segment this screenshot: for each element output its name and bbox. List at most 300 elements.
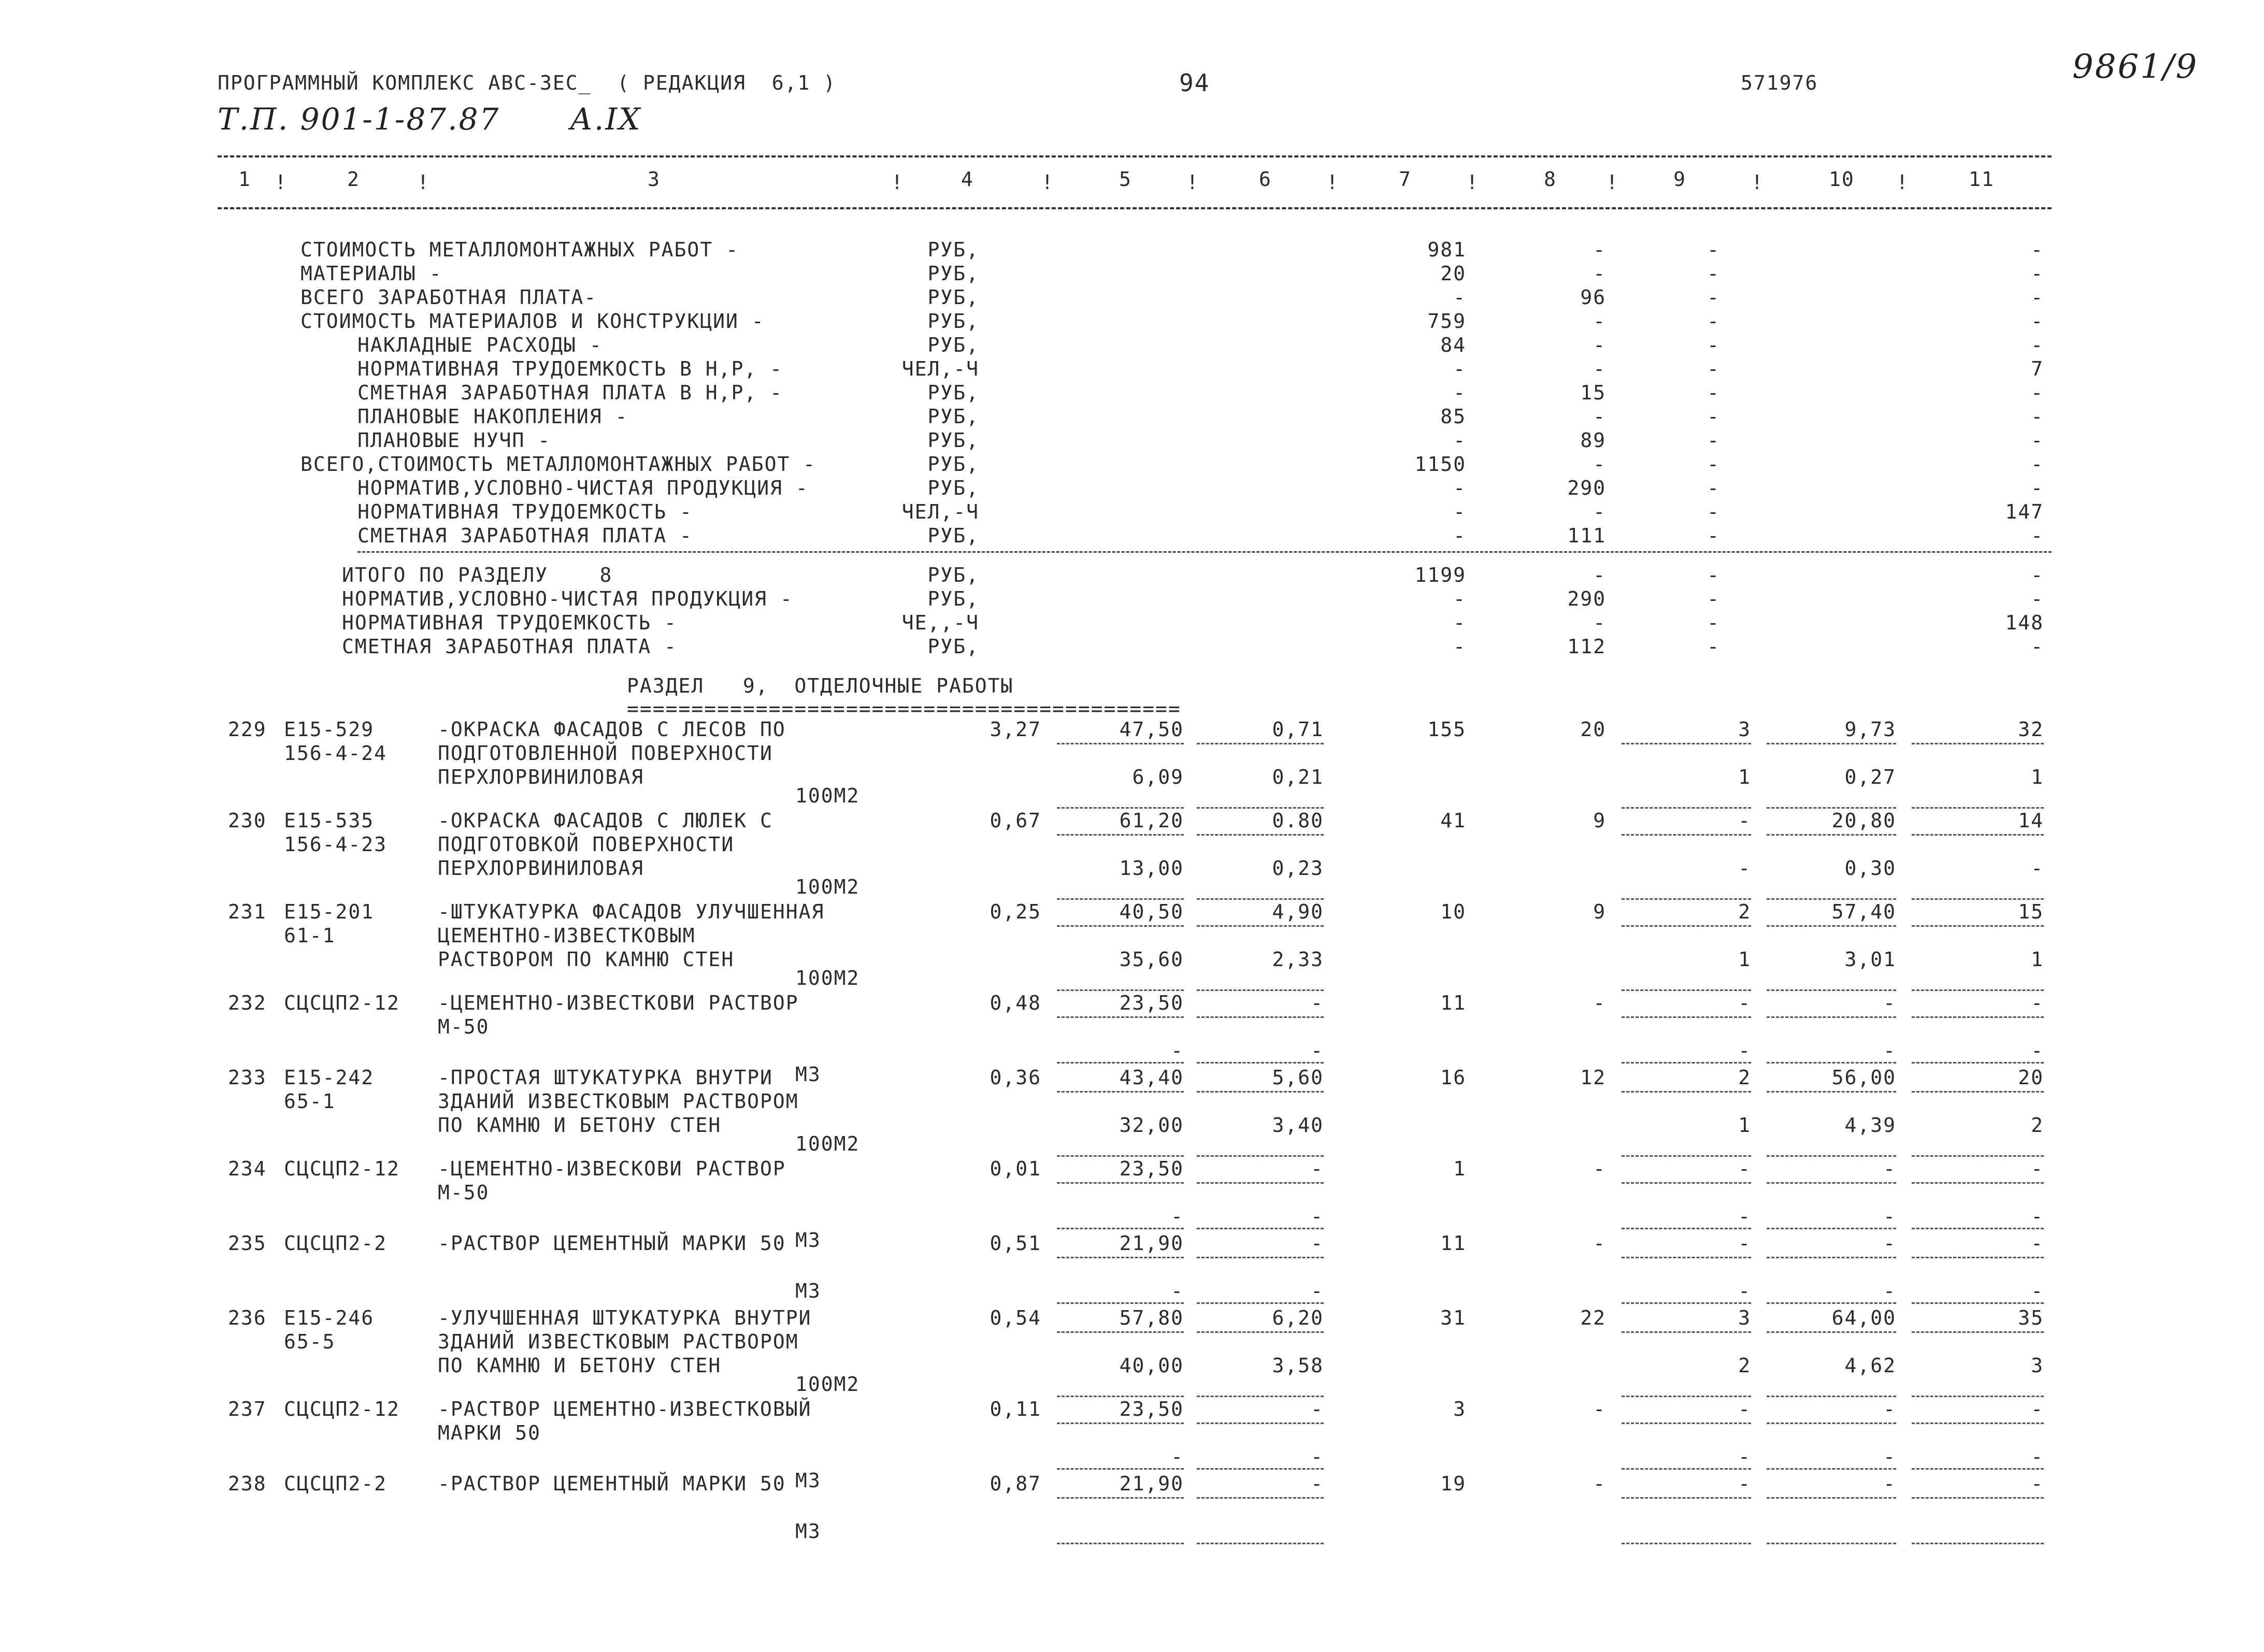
totals-label: НОРМАТИВ,УСЛОВНО-ЧИСТАЯ ПРОДУКЦИЯ -: [342, 587, 793, 610]
summary-col9: -: [1707, 286, 1720, 309]
totals-col9: -: [1707, 587, 1720, 610]
summary-label: ПЛАНОВЫЕ НАКОПЛЕНИЯ -: [357, 405, 628, 428]
column-number: 10: [1829, 168, 1855, 191]
summary-unit: РУБ,: [927, 477, 979, 499]
item-col11-sub: 1: [2031, 766, 2044, 788]
item-description: -РАСТВОР ЦЕМЕНТНЫЙ МАРКИ 50: [438, 1232, 786, 1255]
item-col5: 23,50: [1119, 992, 1184, 1014]
item-code: 65-5: [284, 1330, 336, 1353]
summary-col7: -: [1453, 286, 1466, 309]
summary-col8: 290: [1567, 477, 1606, 499]
summary-label: СТОИМОСТЬ МАТЕРИАЛОВ И КОНСТРУКЦИИ -: [300, 310, 765, 333]
cell-divider: [1622, 1468, 1751, 1470]
cell-divider: [1057, 1543, 1184, 1544]
summary-col11: -: [2031, 286, 2044, 309]
item-number: 232: [228, 992, 267, 1014]
item-col9-sub: -: [1738, 1039, 1751, 1062]
cell-divider: [1622, 1543, 1751, 1544]
summary-col7: -: [1453, 357, 1466, 380]
cell-divider: [1622, 898, 1751, 900]
item-unit: 100М2: [795, 1132, 860, 1155]
summary-col7: -: [1453, 429, 1466, 452]
item-col6: 5,60: [1272, 1066, 1324, 1089]
item-col6: -: [1311, 1398, 1324, 1420]
cell-divider: [1057, 1423, 1184, 1424]
cell-divider: [1767, 1468, 1896, 1470]
summary-unit: РУБ,: [927, 286, 979, 309]
cell-divider: [1912, 1497, 2044, 1499]
item-col7: 155: [1427, 718, 1466, 741]
item-col5: 21,90: [1119, 1472, 1184, 1495]
cell-divider: [1197, 1062, 1324, 1064]
cell-divider: [1057, 989, 1184, 991]
item-col9-sub: 1: [1738, 948, 1751, 971]
item-number: 233: [228, 1066, 267, 1089]
cell-divider: [1767, 925, 1896, 927]
cell-divider: [1622, 1182, 1751, 1184]
summary-col11: -: [2031, 405, 2044, 428]
item-col11-sub: -: [2031, 1445, 2044, 1468]
cell-divider: [1197, 1468, 1324, 1470]
totals-label: НОРМАТИВНАЯ ТРУДОЕМКОСТЬ -: [342, 611, 677, 634]
totals-unit: РУБ,: [927, 635, 979, 658]
summary-label: МАТЕРИАЛЫ -: [300, 262, 442, 285]
item-col7: 3: [1453, 1398, 1466, 1420]
cell-divider: [1197, 925, 1324, 927]
item-col5: 40,50: [1119, 900, 1184, 923]
item-col10-sub: 4,62: [1844, 1354, 1896, 1377]
cell-divider: [1057, 743, 1184, 744]
cell-divider: [1057, 1302, 1184, 1304]
item-unit: М3: [795, 1469, 821, 1492]
cell-divider: [1622, 1228, 1751, 1229]
item-col9: 2: [1738, 900, 1751, 923]
cell-divider: [1912, 1182, 2044, 1184]
cell-divider: [1767, 898, 1896, 900]
cell-divider: [1767, 1543, 1896, 1544]
item-col10: -: [1883, 992, 1896, 1014]
item-description: ПОДГОТОВКОЙ ПОВЕРХНОСТИ: [438, 833, 735, 856]
item-quantity: 0,54: [990, 1306, 1041, 1329]
item-unit: М3: [795, 1063, 821, 1086]
cell-divider: [1622, 834, 1751, 836]
cell-divider: [1197, 834, 1324, 836]
cell-divider: [1057, 1228, 1184, 1229]
item-col6: 0.80: [1272, 809, 1324, 832]
cell-divider: [1767, 807, 1896, 809]
summary-label: НОРМАТИВ,УСЛОВНО-ЧИСТАЯ ПРОДУКЦИЯ -: [357, 477, 809, 499]
item-code: СЦСЦП2-12: [284, 1398, 400, 1420]
item-col9-sub: -: [1738, 1445, 1751, 1468]
item-col10: -: [1883, 1472, 1896, 1495]
cell-divider: [1767, 1302, 1896, 1304]
summary-col11: -: [2031, 524, 2044, 547]
item-description: МАРКИ 50: [438, 1421, 541, 1444]
item-code: СЦСЦП2-12: [284, 992, 400, 1014]
item-col6: -: [1311, 1157, 1324, 1180]
summary-col11: 147: [2005, 500, 2044, 523]
item-description: ЗДАНИЙ ИЗВЕСТКОВЫМ РАСТВОРОМ: [438, 1330, 799, 1353]
summary-col8: -: [1593, 310, 1606, 333]
item-unit: 100М2: [795, 1373, 860, 1396]
item-col10: -: [1883, 1232, 1896, 1255]
item-col10-sub: -: [1883, 1039, 1896, 1062]
summary-col8: -: [1593, 357, 1606, 380]
summary-col9: -: [1707, 429, 1720, 452]
item-col11-sub: 2: [2031, 1114, 2044, 1137]
summary-label: СМЕТНАЯ ЗАРАБОТНАЯ ПЛАТА -: [357, 524, 693, 547]
item-col9: -: [1738, 992, 1751, 1014]
item-col9-sub: -: [1738, 1205, 1751, 1228]
cell-divider: [1767, 1331, 1896, 1333]
item-col6-sub: -: [1311, 1280, 1324, 1302]
totals-unit: РУБ,: [927, 564, 979, 586]
item-description: РАСТВОРОМ ПО КАМНЮ СТЕН: [438, 948, 735, 971]
summary-col11: -: [2031, 477, 2044, 499]
cell-divider: [1912, 898, 2044, 900]
cell-divider: [1622, 1302, 1751, 1304]
item-col11-sub: 3: [2031, 1354, 2044, 1377]
totals-col8: 290: [1567, 587, 1606, 610]
item-col5-sub: 35,60: [1119, 948, 1184, 971]
item-code: Е15-246: [284, 1306, 375, 1329]
summary-col9: -: [1707, 405, 1720, 428]
item-col10: 9,73: [1844, 718, 1896, 741]
cell-divider: [1197, 1423, 1324, 1424]
item-col7: 11: [1440, 1232, 1466, 1255]
item-description: -ОКРАСКА ФАСАДОВ С ЛЕСОВ ПО: [438, 718, 786, 741]
item-description: ПО КАМНЮ И БЕТОНУ СТЕН: [438, 1354, 722, 1377]
totals-col7: 1199: [1414, 564, 1466, 586]
item-col8: -: [1593, 1398, 1606, 1420]
cell-divider: [1622, 1396, 1751, 1397]
item-col6-sub: -: [1311, 1039, 1324, 1062]
item-description: -ШТУКАТУРКА ФАСАДОВ УЛУЧШЕННАЯ: [438, 900, 825, 923]
item-code: СЦСЦП2-2: [284, 1232, 388, 1255]
column-separator: !: [1041, 171, 1054, 194]
cell-divider: [1057, 1468, 1184, 1470]
item-unit: М3: [795, 1520, 821, 1543]
cell-divider: [1197, 1302, 1324, 1304]
item-col6-sub: 3,58: [1272, 1354, 1324, 1377]
column-separator: !: [1751, 171, 1764, 194]
item-unit: М3: [795, 1280, 821, 1302]
cell-divider: [1057, 834, 1184, 836]
summary-col8: -: [1593, 453, 1606, 476]
item-number: 230: [228, 809, 267, 832]
cell-divider: [1912, 834, 2044, 836]
summary-col11: -: [2031, 262, 2044, 285]
column-number: 9: [1673, 168, 1686, 191]
cell-divider: [1912, 1302, 2044, 1304]
summary-col8: -: [1593, 238, 1606, 261]
program-header: ПРОГРАММНЫЙ КОМПЛЕКС АВС-3ЕС_ ( РЕДАКЦИЯ 6,1 ): [218, 71, 837, 94]
cell-divider: [1622, 743, 1751, 744]
item-col10-sub: 0,30: [1844, 857, 1896, 880]
item-quantity: 0,67: [990, 809, 1041, 832]
item-col7: 10: [1440, 900, 1466, 923]
page-number: 94: [1179, 69, 1210, 97]
item-unit: 100М2: [795, 875, 860, 898]
summary-unit: РУБ,: [927, 238, 979, 261]
cell-divider: [1622, 1331, 1751, 1333]
cell-divider: [1912, 1062, 2044, 1064]
column-number: 6: [1259, 168, 1272, 191]
summary-col9: -: [1707, 310, 1720, 333]
cell-divider: [1057, 1182, 1184, 1184]
item-col6-sub: -: [1311, 1205, 1324, 1228]
item-description: М-50: [438, 1015, 490, 1038]
item-col5: 47,50: [1119, 718, 1184, 741]
column-number: 1: [238, 168, 251, 191]
item-col10-sub: 0,27: [1844, 766, 1896, 788]
item-col8: -: [1593, 1232, 1606, 1255]
cell-divider: [1912, 989, 2044, 991]
item-col6: 4,90: [1272, 900, 1324, 923]
item-quantity: 0,36: [990, 1066, 1041, 1089]
cell-divider: [1912, 1331, 2044, 1333]
item-description: ЦЕМЕНТНО-ИЗВЕСТКОВЫМ: [438, 924, 696, 947]
cell-divider: [1912, 1543, 2044, 1544]
summary-col8: -: [1593, 500, 1606, 523]
item-col6: -: [1311, 1232, 1324, 1255]
item-number: 231: [228, 900, 267, 923]
item-col10-sub: -: [1883, 1205, 1896, 1228]
summary-col8: -: [1593, 334, 1606, 356]
cell-divider: [1057, 1155, 1184, 1157]
item-col11-sub: -: [2031, 1280, 2044, 1302]
cell-divider: [1057, 1396, 1184, 1397]
cell-divider: [1197, 1396, 1324, 1397]
item-col11: -: [2031, 1232, 2044, 1255]
totals-col7: -: [1453, 611, 1466, 634]
item-col10: -: [1883, 1398, 1896, 1420]
item-col11-sub: -: [2031, 1039, 2044, 1062]
summary-col7: -: [1453, 381, 1466, 404]
item-col11: -: [2031, 1472, 2044, 1495]
item-col11: 15: [2018, 900, 2044, 923]
summary-label: СМЕТНАЯ ЗАРАБОТНАЯ ПЛАТА В Н,Р, -: [357, 381, 783, 404]
cell-divider: [1057, 1016, 1184, 1018]
cell-divider: [1057, 807, 1184, 809]
summary-col9: -: [1707, 477, 1720, 499]
cell-divider: [1767, 1423, 1896, 1424]
item-col7: 11: [1440, 992, 1466, 1014]
summary-unit: РУБ,: [927, 453, 979, 476]
item-col5: 23,50: [1119, 1157, 1184, 1180]
item-description: -ЦЕМЕНТНО-ИЗВЕСКОВИ РАСТВОР: [438, 1157, 786, 1180]
summary-col7: 85: [1440, 405, 1466, 428]
summary-rule: [357, 551, 2052, 553]
column-separator: !: [275, 171, 288, 194]
summary-label: ВСЕГО,СТОИМОСТЬ МЕТАЛЛОМОНТАЖНЫХ РАБОТ -: [300, 453, 816, 476]
summary-col7: -: [1453, 524, 1466, 547]
cell-divider: [1197, 1155, 1324, 1157]
column-number: 7: [1399, 168, 1412, 191]
item-col9: -: [1738, 809, 1751, 832]
item-col5-sub: -: [1171, 1280, 1184, 1302]
item-col5-sub: 13,00: [1119, 857, 1184, 880]
item-description: ПЕРХЛОРВИНИЛОВАЯ: [438, 857, 644, 880]
column-separator: !: [891, 171, 904, 194]
summary-col8: 89: [1580, 429, 1606, 452]
item-code: Е15-242: [284, 1066, 375, 1089]
totals-unit: РУБ,: [927, 587, 979, 610]
item-unit: 100М2: [795, 784, 860, 807]
cell-divider: [1622, 989, 1751, 991]
summary-col8: -: [1593, 262, 1606, 285]
item-col6-sub: -: [1311, 1445, 1324, 1468]
item-description: -ПРОСТАЯ ШТУКАТУРКА ВНУТРИ: [438, 1066, 773, 1089]
summary-col9: -: [1707, 500, 1720, 523]
item-number: 236: [228, 1306, 267, 1329]
summary-col11: -: [2031, 381, 2044, 404]
item-col6: -: [1311, 1472, 1324, 1495]
section-title: РАЗДЕЛ 9, ОТДЕЛОЧНЫЕ РАБОТЫ: [627, 674, 1014, 697]
cell-divider: [1197, 1182, 1324, 1184]
item-col9-sub: 1: [1738, 766, 1751, 788]
item-col8: 22: [1580, 1306, 1606, 1329]
item-col6-sub: 3,40: [1272, 1114, 1324, 1137]
cell-divider: [1767, 1155, 1896, 1157]
summary-col8: -: [1593, 405, 1606, 428]
project-number: Т.П. 901-1-87.87: [218, 102, 500, 137]
item-number: 229: [228, 718, 267, 741]
summary-unit: РУБ,: [927, 310, 979, 333]
item-col9: -: [1738, 1398, 1751, 1420]
item-col5-sub: 6,09: [1132, 766, 1184, 788]
column-number: 4: [961, 168, 974, 191]
summary-unit: РУБ,: [927, 429, 979, 452]
summary-col11: -: [2031, 429, 2044, 452]
summary-label: СТОИМОСТЬ МЕТАЛЛОМОНТАЖНЫХ РАБОТ -: [300, 238, 739, 261]
column-separator: !: [1466, 171, 1479, 194]
item-col10: -: [1883, 1157, 1896, 1180]
cell-divider: [1622, 1257, 1751, 1258]
item-col11-sub: -: [2031, 1205, 2044, 1228]
item-col8: -: [1593, 1157, 1606, 1180]
column-separator: !: [1186, 171, 1199, 194]
summary-col7: -: [1453, 500, 1466, 523]
item-description: М-50: [438, 1181, 490, 1204]
item-col8: 9: [1593, 900, 1606, 923]
item-code: СЦСЦП2-2: [284, 1472, 388, 1495]
summary-col7: 20: [1440, 262, 1466, 285]
cell-divider: [1057, 898, 1184, 900]
item-col11-sub: -: [2031, 857, 2044, 880]
item-col11: -: [2031, 1398, 2044, 1420]
handwritten-reference: 9861/9: [2072, 48, 2199, 86]
item-description: -ОКРАСКА ФАСАДОВ С ЛЮЛЕК С: [438, 809, 773, 832]
item-description: -УЛУЧШЕННАЯ ШТУКАТУРКА ВНУТРИ: [438, 1306, 812, 1329]
cell-divider: [1767, 1228, 1896, 1229]
summary-col11: 7: [2031, 357, 2044, 380]
item-col9-sub: -: [1738, 857, 1751, 880]
cell-divider: [1912, 1228, 2044, 1229]
cell-divider: [1912, 1396, 2044, 1397]
cell-divider: [1057, 925, 1184, 927]
item-quantity: 3,27: [990, 718, 1041, 741]
item-col11: 35: [2018, 1306, 2044, 1329]
cell-divider: [1767, 1257, 1896, 1258]
item-code: 156-4-24: [284, 742, 388, 765]
item-col10-sub: 4,39: [1844, 1114, 1896, 1137]
item-col9: 3: [1738, 1306, 1751, 1329]
cell-divider: [1622, 1062, 1751, 1064]
item-col10-sub: -: [1883, 1445, 1896, 1468]
totals-col9: -: [1707, 611, 1720, 634]
totals-col11: 148: [2005, 611, 2044, 634]
totals-col8: -: [1593, 564, 1606, 586]
cell-divider: [1197, 1257, 1324, 1258]
item-col9: 2: [1738, 1066, 1751, 1089]
item-code: 156-4-23: [284, 833, 388, 856]
item-description: ПЕРХЛОРВИНИЛОВАЯ: [438, 766, 644, 788]
item-code: СЦСЦП2-12: [284, 1157, 400, 1180]
item-col9: -: [1738, 1232, 1751, 1255]
totals-unit: ЧЕ,,-Ч: [901, 611, 979, 634]
totals-col8: -: [1593, 611, 1606, 634]
cell-divider: [1767, 989, 1896, 991]
cell-divider: [1622, 1091, 1751, 1093]
cell-divider: [1767, 1182, 1896, 1184]
summary-label: ВСЕГО ЗАРАБОТНАЯ ПЛАТА-: [300, 286, 597, 309]
summary-col9: -: [1707, 238, 1720, 261]
column-separator: !: [1896, 171, 1909, 194]
cell-divider: [1197, 898, 1324, 900]
item-col9-sub: -: [1738, 1280, 1751, 1302]
column-number: 5: [1119, 168, 1132, 191]
column-separator: !: [1326, 171, 1339, 194]
item-quantity: 0,25: [990, 900, 1041, 923]
item-col5-sub: 32,00: [1119, 1114, 1184, 1137]
cell-divider: [1912, 1091, 2044, 1093]
summary-col8: 111: [1567, 524, 1606, 547]
totals-col11: -: [2031, 587, 2044, 610]
item-description: -ЦЕМЕНТНО-ИЗВЕСТКОВИ РАСТВОР: [438, 992, 799, 1014]
album-number: А.IX: [570, 102, 642, 137]
cell-divider: [1197, 807, 1324, 809]
item-col5: 23,50: [1119, 1398, 1184, 1420]
item-col7: 19: [1440, 1472, 1466, 1495]
cell-divider: [1197, 1228, 1324, 1229]
cell-divider: [1912, 925, 2044, 927]
summary-unit: РУБ,: [927, 524, 979, 547]
item-col7: 1: [1453, 1157, 1466, 1180]
item-code: 65-1: [284, 1090, 336, 1113]
totals-label: ИТОГО ПО РАЗДЕЛУ 8: [342, 564, 613, 586]
cell-divider: [1057, 1062, 1184, 1064]
cell-divider: [1622, 1423, 1751, 1424]
totals-col11: -: [2031, 564, 2044, 586]
summary-unit: РУБ,: [927, 334, 979, 356]
cell-divider: [1912, 1155, 2044, 1157]
item-col9: 3: [1738, 718, 1751, 741]
item-col11: 32: [2018, 718, 2044, 741]
cell-divider: [1767, 1091, 1896, 1093]
column-separator: !: [417, 171, 430, 194]
item-col7: 41: [1440, 809, 1466, 832]
cell-divider: [1197, 1543, 1324, 1544]
column-number: 2: [347, 168, 360, 191]
section-underline: ===========================================: [627, 697, 1181, 720]
cell-divider: [1197, 1331, 1324, 1333]
summary-col11: -: [2031, 453, 2044, 476]
item-unit: М3: [795, 1229, 821, 1252]
item-number: 235: [228, 1232, 267, 1255]
cell-divider: [1767, 1016, 1896, 1018]
cell-divider: [1622, 1155, 1751, 1157]
